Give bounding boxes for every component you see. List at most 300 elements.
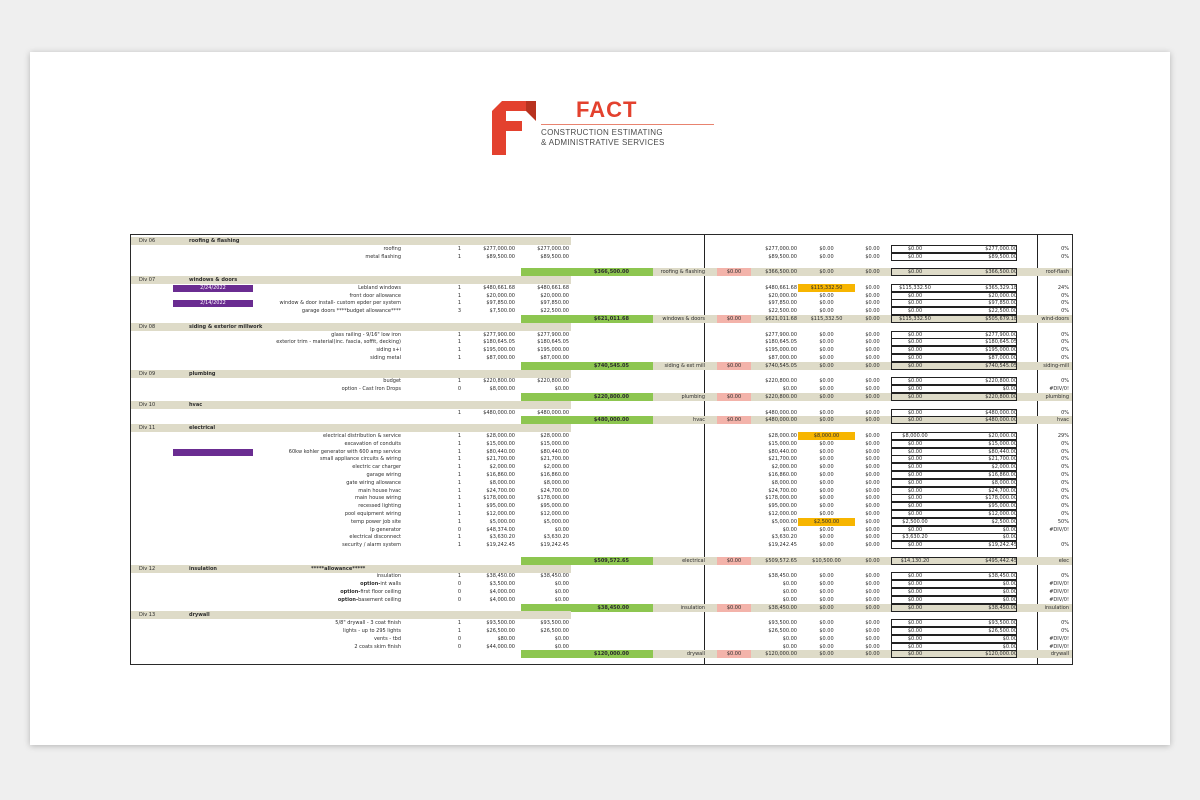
cell-qty[interactable]: 1 — [457, 433, 461, 439]
cell-c9[interactable]: $0.00 — [865, 456, 880, 463]
cell-division-code[interactable]: Div 12 — [139, 565, 156, 572]
cell-c8[interactable]: $0.00 — [819, 417, 834, 424]
cell-c11[interactable]: $26,500.00 — [988, 628, 1017, 634]
cell-c8[interactable]: $0.00 — [819, 487, 834, 494]
cell-pct[interactable]: 50% — [1057, 518, 1069, 525]
cell-pct[interactable]: 0% — [1061, 253, 1069, 260]
cell-sub[interactable]: $740,545.05 — [593, 362, 629, 369]
cell-unit[interactable]: $93,500.00 — [486, 620, 515, 627]
cell-qty[interactable]: 1 — [457, 620, 461, 627]
cell-unit[interactable]: $178,000.00 — [483, 495, 515, 502]
cell-label[interactable]: roofing & flashing — [660, 269, 705, 276]
cell-c11[interactable]: $0.00 — [1002, 643, 1017, 650]
cell-c7[interactable]: $5,000.00 — [771, 518, 797, 525]
cell-c9[interactable]: $0.00 — [865, 518, 880, 525]
cell-unit[interactable]: $3,500.00 — [489, 581, 515, 588]
cell-total[interactable]: $277,000.00 — [537, 245, 569, 252]
cell-sub[interactable]: $509,572.65 — [593, 557, 629, 564]
cell-c7[interactable]: $621,011.68 — [765, 316, 797, 322]
cell-c8[interactable]: $0.00 — [819, 378, 834, 385]
cell-description[interactable]: garage wiring — [366, 472, 401, 478]
cell-unit[interactable]: $277,000.00 — [483, 245, 515, 252]
cell-total[interactable]: $180,645.05 — [537, 339, 569, 346]
cell-division-code[interactable]: Div 13 — [139, 612, 156, 619]
cell-qty[interactable]: 3 — [457, 308, 461, 315]
cell-description[interactable]: siding s+i — [376, 347, 401, 354]
cell-c10[interactable]: $0.00 — [907, 245, 923, 252]
cell-c9[interactable]: $0.00 — [865, 339, 880, 346]
cell-c9[interactable]: $0.00 — [865, 417, 880, 424]
cell-c11[interactable]: $20,000.00 — [988, 292, 1017, 299]
cell-pct[interactable]: 0% — [1061, 440, 1069, 447]
cell-c8[interactable]: $115,332.50 — [810, 316, 843, 322]
cell-c10[interactable]: $0.00 — [907, 589, 923, 595]
cell-pct[interactable]: 0% — [1061, 448, 1069, 455]
cell-c9[interactable]: $0.00 — [865, 557, 880, 564]
cell-description[interactable]: exterior trim - material(inc. fascia, soffit, decking) — [276, 339, 401, 346]
cell-pct[interactable]: #DIV/0! — [1049, 386, 1069, 393]
cell-total[interactable]: $87,000.00 — [540, 355, 569, 361]
cell-category-tag[interactable]: plumbing — [1045, 394, 1069, 400]
cell-c7[interactable]: $38,450.00 — [768, 573, 797, 580]
cell-category-tag[interactable]: hvac — [1057, 417, 1069, 424]
cell-pct[interactable]: 0% — [1061, 628, 1069, 634]
cell-c9[interactable]: $0.00 — [865, 308, 880, 315]
cell-total[interactable]: $38,450.00 — [540, 573, 569, 580]
cell-c9[interactable]: $0.00 — [865, 635, 880, 642]
cell-total[interactable]: $0.00 — [554, 581, 569, 588]
cell-qty[interactable]: 1 — [457, 542, 461, 549]
cell-c7[interactable]: $80,440.00 — [768, 448, 797, 455]
cell-description[interactable] — [211, 588, 401, 596]
cell-c7[interactable]: $20,000.00 — [768, 292, 797, 299]
cell-c8[interactable]: $0.00 — [819, 635, 834, 642]
cell-total[interactable]: $3,630.20 — [543, 534, 569, 541]
cell-label[interactable]: drywall — [686, 651, 705, 658]
cell-c8[interactable]: $0.00 — [819, 440, 834, 447]
cell-c8[interactable]: $0.00 — [819, 542, 834, 549]
cell-c8[interactable]: $8,000.00 — [813, 433, 840, 439]
cell-c8[interactable]: $0.00 — [819, 347, 834, 354]
cell-c8[interactable]: $0.00 — [819, 651, 834, 658]
cell-c11[interactable]: $12,000.00 — [988, 511, 1017, 517]
cell-total[interactable]: $22,500.00 — [540, 308, 569, 315]
cell-c10[interactable]: $0.00 — [907, 635, 923, 642]
cell-description[interactable]: main house hvac — [358, 487, 401, 494]
cell-c11[interactable]: $195,000.00 — [985, 347, 1017, 354]
cell-unit[interactable]: $20,000.00 — [486, 292, 515, 299]
cell-total[interactable]: $0.00 — [554, 589, 569, 595]
cell-c7[interactable]: $0.00 — [782, 596, 797, 603]
cell-c11[interactable]: $38,450.00 — [988, 604, 1017, 611]
cell-c11[interactable]: $0.00 — [1002, 386, 1017, 393]
cell-c7[interactable]: $19,242.45 — [768, 542, 797, 549]
cell-qty[interactable]: 1 — [457, 440, 461, 447]
cell-category-tag[interactable]: insulation — [1044, 604, 1069, 611]
cell-total[interactable]: $178,000.00 — [537, 495, 569, 502]
cell-qty[interactable]: 1 — [457, 503, 461, 510]
cell-zero[interactable]: $0.00 — [726, 417, 742, 424]
cell-label[interactable]: plumbing — [681, 394, 705, 400]
cell-unit[interactable]: $480,000.00 — [483, 409, 515, 416]
cell-c10[interactable]: $0.00 — [907, 394, 923, 400]
cell-c8[interactable]: $0.00 — [819, 604, 834, 611]
cell-pct[interactable]: #DIV/0! — [1049, 526, 1069, 533]
cell-c7[interactable]: $26,500.00 — [768, 628, 797, 634]
cell-c7[interactable]: $740,545.05 — [765, 362, 797, 369]
cell-c11[interactable]: $120,000.00 — [985, 651, 1017, 658]
cell-qty[interactable]: 1 — [457, 511, 461, 517]
cell-description[interactable]: small appliance circuits & wiring — [319, 456, 401, 463]
cell-c7[interactable]: $509,572.65 — [765, 557, 797, 564]
cell-label[interactable]: electrical — [682, 557, 705, 564]
cell-division-code[interactable]: Div 08 — [139, 323, 156, 330]
cell-c7[interactable]: $97,850.00 — [768, 300, 797, 307]
cell-sub[interactable]: $480,000.00 — [593, 417, 629, 424]
cell-zero[interactable]: $0.00 — [726, 316, 742, 322]
cell-c9[interactable]: $0.00 — [865, 651, 880, 658]
cell-description[interactable]: lp generator — [370, 526, 401, 533]
cell-c9[interactable]: $0.00 — [865, 433, 880, 439]
cell-total[interactable]: $8,000.00 — [543, 479, 569, 486]
cell-total[interactable]: $195,000.00 — [537, 347, 569, 354]
cell-unit[interactable]: $4,000.00 — [489, 596, 515, 603]
cell-c7[interactable]: $38,450.00 — [768, 604, 797, 611]
cell-qty[interactable]: 0 — [457, 386, 461, 393]
cell-pct[interactable]: #DIV/0! — [1049, 589, 1069, 595]
cell-pct[interactable]: 0% — [1061, 245, 1069, 252]
cell-qty[interactable]: 1 — [457, 495, 461, 502]
cell-c9[interactable]: $0.00 — [865, 604, 880, 611]
cell-c7[interactable]: $366,500.00 — [765, 269, 797, 276]
cell-unit[interactable]: $48,374.00 — [486, 526, 515, 533]
cell-sub[interactable]: $38,450.00 — [597, 604, 629, 611]
cell-unit[interactable]: $4,000.00 — [489, 589, 515, 595]
cell-unit[interactable]: $3,630.20 — [489, 534, 515, 541]
cell-total[interactable]: $12,000.00 — [540, 511, 569, 517]
cell-c10[interactable]: $0.00 — [907, 604, 923, 611]
cell-unit[interactable]: $16,860.00 — [486, 472, 515, 478]
cell-pct[interactable]: 0% — [1061, 456, 1069, 463]
cell-c9[interactable]: $0.00 — [865, 628, 880, 634]
cell-c8[interactable]: $0.00 — [819, 409, 834, 416]
cell-category-tag[interactable]: drywall — [1050, 651, 1069, 658]
cell-zero[interactable]: $0.00 — [726, 604, 742, 611]
cell-description[interactable]: recessed lighting — [358, 503, 401, 510]
cell-qty[interactable]: 1 — [457, 253, 461, 260]
cell-c10[interactable]: $0.00 — [907, 581, 923, 588]
cell-c10[interactable]: $2,500.00 — [902, 518, 928, 525]
cell-description[interactable]: electrical distribution & service — [323, 433, 401, 439]
cell-c8[interactable]: $0.00 — [819, 620, 834, 627]
cell-unit[interactable]: $2,000.00 — [489, 464, 515, 471]
cell-c8[interactable]: $0.00 — [819, 331, 834, 338]
cell-c8[interactable]: $0.00 — [819, 448, 834, 455]
cell-qty[interactable]: 0 — [457, 643, 461, 650]
cell-qty[interactable]: 0 — [457, 581, 461, 588]
cell-pct[interactable]: #DIV/0! — [1049, 643, 1069, 650]
cell-division-name[interactable]: siding & exterior millwork — [189, 323, 263, 330]
cell-c10[interactable]: $115,332.50 — [899, 316, 931, 322]
cell-total[interactable]: $89,500.00 — [540, 253, 569, 260]
cell-total[interactable]: $20,000.00 — [540, 292, 569, 299]
cell-qty[interactable]: 1 — [457, 472, 461, 478]
cell-c8[interactable]: $0.00 — [819, 573, 834, 580]
cell-total[interactable]: $0.00 — [554, 643, 569, 650]
cell-unit[interactable]: $95,000.00 — [486, 503, 515, 510]
cell-c9[interactable]: $0.00 — [865, 495, 880, 502]
cell-c7[interactable]: $2,000.00 — [771, 464, 797, 471]
cell-zero[interactable]: $0.00 — [726, 269, 742, 276]
cell-c7[interactable]: $12,000.00 — [768, 511, 797, 517]
cell-c8[interactable]: $0.00 — [819, 308, 834, 315]
cell-unit[interactable]: $24,700.00 — [486, 487, 515, 494]
cell-qty[interactable]: 1 — [457, 355, 461, 361]
cell-c11[interactable]: $0.00 — [1002, 534, 1017, 541]
cell-unit[interactable]: $87,000.00 — [486, 355, 515, 361]
cell-c10[interactable]: $0.00 — [907, 253, 923, 260]
cell-c11[interactable]: $480,000.00 — [985, 409, 1017, 416]
cell-c7[interactable]: $180,645.05 — [765, 339, 797, 346]
cell-c9[interactable]: $0.00 — [865, 479, 880, 486]
cell-pct[interactable]: 0% — [1061, 542, 1069, 549]
cell-c8[interactable]: $0.00 — [819, 534, 834, 541]
cell-description[interactable]: insulation — [376, 573, 401, 580]
cell-unit[interactable]: $180,645.05 — [483, 339, 515, 346]
cell-unit[interactable]: $7,500.00 — [489, 308, 515, 315]
cell-c11[interactable]: $0.00 — [1002, 589, 1017, 595]
cell-c11[interactable]: $366,500.00 — [985, 269, 1017, 276]
cell-c11[interactable]: $38,450.00 — [988, 573, 1017, 580]
cell-qty[interactable]: 0 — [457, 596, 461, 603]
cell-c9[interactable]: $0.00 — [865, 542, 880, 549]
cell-total[interactable]: $97,850.00 — [540, 300, 569, 307]
cell-label[interactable]: insulation — [680, 604, 705, 611]
cell-total[interactable]: $15,000.00 — [540, 440, 569, 447]
cell-c10[interactable]: $0.00 — [907, 347, 923, 354]
cell-c9[interactable]: $0.00 — [865, 643, 880, 650]
cell-division-name[interactable]: windows & doors — [189, 277, 238, 283]
cell-c9[interactable]: $0.00 — [865, 503, 880, 510]
cell-description[interactable]: 2 coats skim finish — [354, 643, 401, 650]
cell-c11[interactable]: $97,850.00 — [988, 300, 1017, 307]
cell-description[interactable]: garage doors ****budget allowance**** — [301, 308, 401, 315]
cell-c9[interactable]: $0.00 — [865, 386, 880, 393]
cell-c11[interactable]: $2,000.00 — [991, 464, 1017, 471]
cell-qty[interactable]: 1 — [457, 448, 461, 455]
cell-c8[interactable]: $115,332.50 — [810, 284, 843, 291]
cell-description[interactable]: excavation of conduits — [344, 440, 401, 447]
cell-description[interactable]: metal flashing — [365, 253, 401, 260]
cell-total[interactable]: $93,500.00 — [540, 620, 569, 627]
cell-qty[interactable]: 0 — [457, 635, 461, 642]
cell-c9[interactable]: $0.00 — [865, 573, 880, 580]
cell-unit[interactable]: $97,850.00 — [486, 300, 515, 307]
cell-total[interactable]: $2,000.00 — [543, 464, 569, 471]
cell-c10[interactable]: $0.00 — [907, 308, 923, 315]
cell-c7[interactable]: $195,000.00 — [765, 347, 797, 354]
cell-unit[interactable]: $8,000.00 — [489, 386, 515, 393]
cell-c10[interactable]: $0.00 — [907, 596, 923, 603]
cell-c8[interactable]: $0.00 — [819, 269, 834, 276]
cell-total[interactable]: $0.00 — [554, 596, 569, 603]
cell-pct[interactable] — [1019, 533, 1069, 541]
cell-c8[interactable]: $0.00 — [819, 643, 834, 650]
cell-unit[interactable]: $195,000.00 — [483, 347, 515, 354]
cell-description[interactable]: main house wiring — [354, 495, 401, 502]
cell-c9[interactable]: $0.00 — [865, 464, 880, 471]
cell-description[interactable]: roofing — [383, 245, 401, 252]
cell-c11[interactable]: $365,329.18 — [985, 284, 1017, 291]
cell-c9[interactable]: $0.00 — [865, 448, 880, 455]
cell-c7[interactable]: $16,860.00 — [768, 472, 797, 478]
cell-c8[interactable]: $0.00 — [819, 472, 834, 478]
cell-c7[interactable]: $480,000.00 — [765, 409, 797, 416]
cell-description[interactable]: electric car charger — [352, 464, 401, 471]
cell-total[interactable]: $0.00 — [554, 635, 569, 642]
cell-pct[interactable]: 0% — [1061, 573, 1069, 580]
cell-division-name[interactable]: electrical — [189, 425, 216, 432]
cell-c8[interactable]: $0.00 — [819, 386, 834, 393]
cell-c10[interactable]: $0.00 — [907, 269, 923, 276]
cell-c10[interactable]: $0.00 — [907, 503, 923, 510]
cell-c9[interactable]: $0.00 — [865, 620, 880, 627]
cell-division-code[interactable]: Div 06 — [139, 238, 156, 244]
cell-c10[interactable]: $0.00 — [907, 511, 923, 517]
cell-division-code[interactable]: Div 10 — [139, 401, 156, 408]
cell-c7[interactable]: $0.00 — [782, 643, 797, 650]
cell-c10[interactable]: $0.00 — [907, 300, 923, 307]
cell-c11[interactable]: $20,000.00 — [988, 433, 1017, 439]
cell-c7[interactable]: $0.00 — [782, 635, 797, 642]
cell-unit[interactable]: $19,242.45 — [486, 542, 515, 549]
cell-sub[interactable]: $220,800.00 — [593, 394, 629, 400]
cell-qty[interactable]: 1 — [457, 347, 461, 354]
cell-c11[interactable]: $21,700.00 — [988, 456, 1017, 463]
cell-c10[interactable]: $0.00 — [907, 643, 923, 650]
cell-sub[interactable]: $120,000.00 — [593, 651, 629, 658]
cell-label[interactable]: siding & ext mill — [664, 362, 705, 369]
cell-division-name[interactable]: hvac — [189, 401, 203, 408]
cell-division-note[interactable]: *****allowance***** — [311, 565, 366, 572]
cell-qty[interactable]: 1 — [457, 292, 461, 299]
cell-c7[interactable]: $15,000.00 — [768, 440, 797, 447]
cell-c8[interactable]: $0.00 — [819, 355, 834, 361]
cell-c8[interactable]: $2,500.00 — [813, 518, 840, 525]
cell-qty[interactable]: 1 — [457, 518, 461, 525]
cell-c8[interactable]: $0.00 — [819, 300, 834, 307]
cell-pct[interactable]: 0% — [1061, 355, 1069, 361]
cell-c11[interactable]: $277,000.00 — [985, 245, 1017, 252]
cell-pct[interactable]: 0% — [1061, 409, 1069, 416]
cell-c7[interactable]: $93,500.00 — [768, 620, 797, 627]
cell-description[interactable]: pool equipment wiring — [344, 511, 401, 517]
cell-c7[interactable]: $0.00 — [782, 526, 797, 533]
cell-description[interactable]: vents - tbd — [373, 635, 401, 642]
cell-c10[interactable]: $0.00 — [907, 386, 923, 393]
cell-pct[interactable]: #DIV/0! — [1049, 581, 1069, 588]
cell-c9[interactable]: $0.00 — [865, 472, 880, 478]
cell-c10[interactable]: $0.00 — [907, 526, 923, 533]
cell-c11[interactable]: $0.00 — [1002, 526, 1017, 533]
cell-c11[interactable]: $495,442.45 — [985, 557, 1017, 564]
cell-c8[interactable]: $0.00 — [819, 526, 834, 533]
cell-c11[interactable]: $24,700.00 — [988, 487, 1017, 494]
cell-c10[interactable]: $14,130.20 — [900, 557, 930, 564]
cell-description[interactable]: glass railing - 9/16" low iron — [331, 331, 401, 338]
cell-total[interactable]: $220,800.00 — [537, 378, 569, 385]
cell-c11[interactable]: $178,000.00 — [985, 495, 1017, 502]
cell-c7[interactable]: $89,500.00 — [768, 253, 797, 260]
cell-pct[interactable]: #DIV/0! — [1049, 635, 1069, 642]
cell-c10[interactable]: $0.00 — [907, 440, 923, 447]
cell-pct[interactable]: 0% — [1061, 347, 1069, 354]
cell-unit[interactable]: $15,000.00 — [486, 440, 515, 447]
cell-c11[interactable]: $740,545.05 — [985, 362, 1017, 369]
cell-zero[interactable]: $0.00 — [726, 362, 742, 369]
cell-unit[interactable]: $80,440.00 — [486, 448, 515, 455]
cell-c7[interactable]: $220,800.00 — [765, 394, 797, 400]
cell-pct[interactable]: 0% — [1061, 308, 1069, 315]
cell-qty[interactable]: 1 — [457, 331, 461, 338]
cell-c10[interactable]: $0.00 — [907, 628, 923, 634]
cell-c8[interactable]: $0.00 — [819, 596, 834, 603]
cell-pct[interactable]: 0% — [1061, 620, 1069, 627]
cell-qty[interactable]: 1 — [457, 487, 461, 494]
cell-qty[interactable]: 1 — [457, 479, 461, 486]
cell-c9[interactable]: $0.00 — [865, 300, 880, 307]
cell-qty[interactable]: 1 — [457, 245, 461, 252]
cell-description[interactable]: gate wiring allowance — [346, 479, 401, 486]
cell-pct[interactable]: #DIV/0! — [1049, 596, 1069, 603]
cell-c10[interactable]: $0.00 — [907, 409, 923, 416]
cell-c9[interactable]: $0.00 — [865, 511, 880, 517]
cell-c8[interactable]: $10,500.00 — [812, 557, 841, 564]
cell-unit[interactable]: $38,450.00 — [486, 573, 515, 580]
cell-c9[interactable]: $0.00 — [865, 245, 880, 252]
cell-c9[interactable]: $0.00 — [865, 331, 880, 338]
cell-unit[interactable]: $12,000.00 — [486, 511, 515, 517]
cell-pct[interactable]: 0% — [1061, 378, 1069, 385]
cell-c7[interactable]: $22,500.00 — [768, 308, 797, 315]
cell-unit[interactable]: $89,500.00 — [486, 253, 515, 260]
cell-division-code[interactable]: Div 11 — [139, 425, 156, 432]
cell-sub[interactable]: $621,011.68 — [593, 316, 629, 322]
cell-qty[interactable]: 1 — [457, 573, 461, 580]
cell-description[interactable]: 60kw kohler generator with 600 amp service — [288, 448, 401, 455]
cell-qty[interactable]: 0 — [457, 526, 461, 533]
cell-c7[interactable]: $277,000.00 — [765, 245, 797, 252]
cell-c10[interactable]: $3,630.20 — [902, 534, 928, 541]
cell-unit[interactable]: $5,000.00 — [489, 518, 515, 525]
cell-pct[interactable]: 29% — [1057, 433, 1069, 439]
cell-total[interactable]: $480,000.00 — [537, 409, 569, 416]
cell-c10[interactable]: $0.00 — [907, 487, 923, 494]
cell-zero[interactable]: $0.00 — [726, 651, 742, 658]
cell-c11[interactable]: $93,500.00 — [988, 620, 1017, 627]
cell-c11[interactable]: $22,500.00 — [988, 308, 1017, 315]
cell-c9[interactable]: $0.00 — [865, 378, 880, 385]
cell-c7[interactable]: $480,661.68 — [765, 284, 797, 291]
cell-c9[interactable]: $0.00 — [865, 316, 880, 322]
cell-label[interactable]: windows & doors — [662, 316, 705, 322]
cell-c8[interactable]: $0.00 — [819, 503, 834, 510]
cell-pct[interactable]: 0% — [1061, 339, 1069, 346]
cell-zero[interactable]: $0.00 — [726, 557, 742, 564]
cell-c10[interactable]: $0.00 — [907, 651, 923, 658]
cell-c8[interactable]: $0.00 — [819, 292, 834, 299]
cell-description[interactable] — [211, 596, 401, 604]
